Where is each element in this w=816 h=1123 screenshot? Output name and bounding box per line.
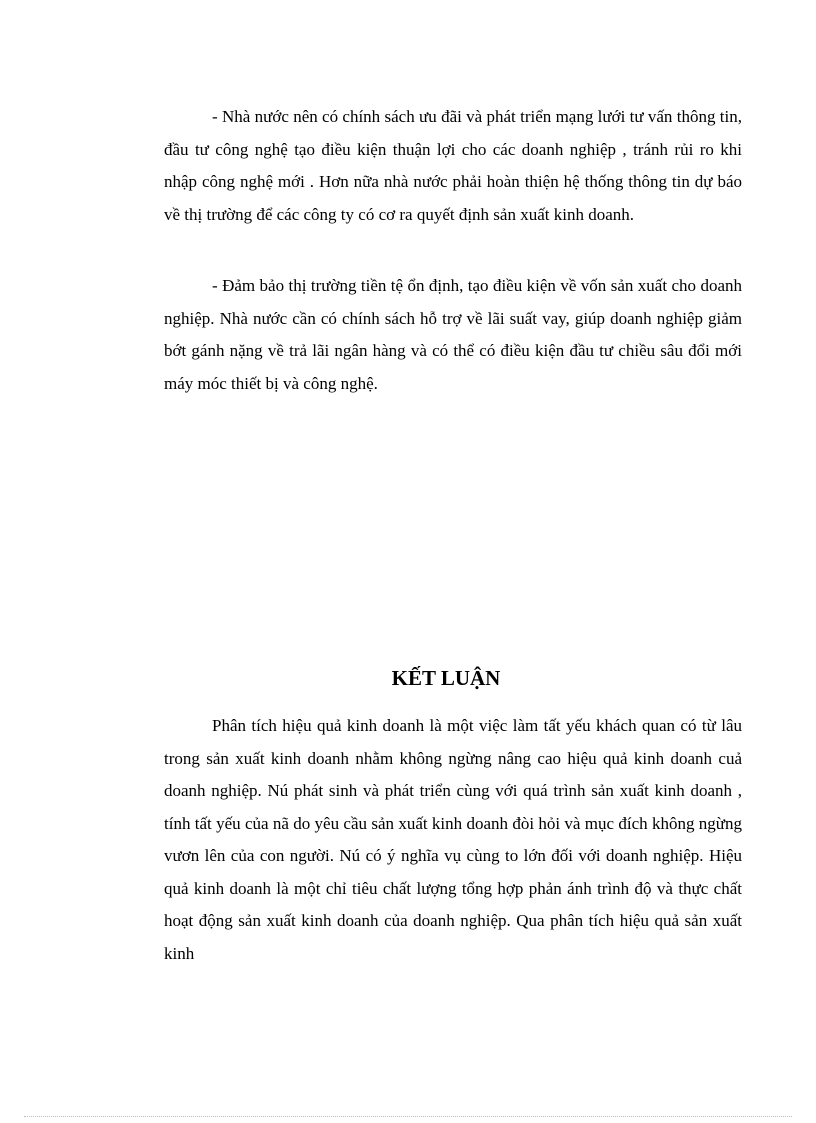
paragraph-text: - Đảm bảo thị trường tiền tệ ổn định, tạo điều kiện về vốn sản xuất cho doanh nghiệp. Nhà nước cần có chính sách hỗ trợ về lãi suất vay, giúp doanh nghiệp giảm bớt gánh nặng về trả lãi ngân hàng và có thể có điều kiện đầu tư chiều sâu đổi mới máy móc thiết bị và công nghệ.: [164, 276, 742, 393]
policy-paragraph-finance: [164, 270, 742, 400]
policy-paragraph-information: [164, 101, 742, 231]
paragraph-text: - Nhà nước nên có chính sách ưu đãi và phát triển mạng lưới tư vấn thông tin, đầu tư công nghệ tạo điều kiện thuận lợi cho các doanh nghiệp , tránh rủi ro khi nhập công nghệ mới . Hơn nữa nhà nước phải hoàn thiện hệ thống thông tin dự báo về thị trường để các công ty có cơ ra quyết định sản xuất kinh doanh.: [164, 107, 742, 224]
page-bottom-divider: [24, 1116, 792, 1117]
paragraph-text: Phân tích hiệu quả kinh doanh là một việc làm tất yếu khách quan có từ lâu trong sản xuất kinh doanh nhằm không ngừng nâng cao hiệu quả kinh doanh cuả doanh nghiệp. Nú phát sinh và phát triển cùng với quá trình sản xuất kinh doanh , tính tất yếu của nã do yêu cầu sản xuất kinh doanh đòi hỏi và mục đích không ngừng vươn lên của con người. Nú có ý nghĩa vụ cùng to lớn đối với doanh nghiệp. Hiệu quả kinh doanh là một chỉ tiêu chất lượng tổng hợp phản ánh trình độ và thực chất hoạt động sản xuất kinh doanh của doanh nghiệp. Qua phân tích hiệu quả sản xuất kinh: [164, 716, 742, 963]
conclusion-heading: KẾT LUẬN: [391, 666, 501, 690]
conclusion-body: [164, 710, 742, 970]
